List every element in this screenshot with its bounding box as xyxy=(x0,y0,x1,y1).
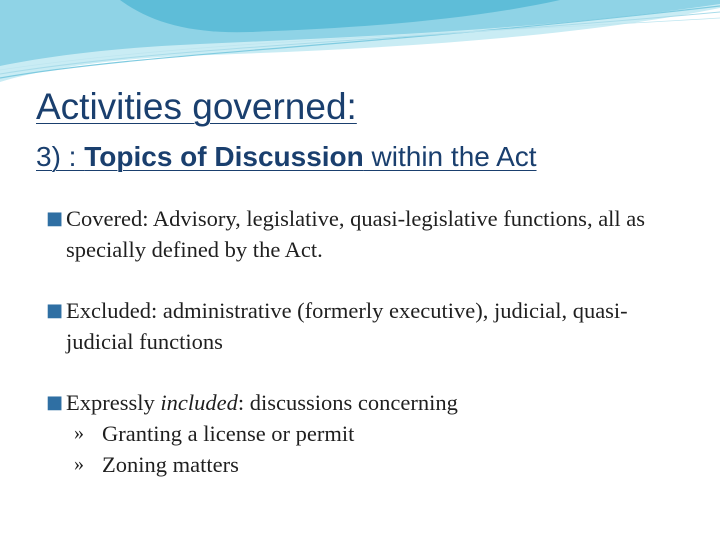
slide-title: Activities governed: xyxy=(36,86,357,127)
sub-item-text: Granting a license or permit xyxy=(102,421,355,446)
square-bullet-icon: ■ xyxy=(46,392,64,413)
slide-subtitle xyxy=(36,141,537,173)
square-bullet-icon: ■ xyxy=(46,208,64,229)
subtitle-bold-topic: Topics of Discussion xyxy=(84,141,364,172)
bullet-excluded-text: Excluded: administrative (formerly executive), judicial, quasi-judicial functions xyxy=(66,298,628,354)
bullet-expressly-included xyxy=(46,387,686,480)
bullet-covered-text: Covered: Advisory, legislative, quasi-legislative functions, all as specially defined by the Act. xyxy=(66,206,646,262)
subtitle-suffix: within the Act xyxy=(363,141,537,172)
square-bullet-icon: ■ xyxy=(46,300,64,321)
header-wave-decoration xyxy=(0,0,720,90)
double-chevron-icon: » xyxy=(74,422,84,444)
sub-item-license xyxy=(66,418,686,449)
sub-item-zoning xyxy=(66,449,686,480)
expressly-italic: included xyxy=(160,390,238,415)
sub-item-text: Zoning matters xyxy=(102,452,239,477)
slide-body xyxy=(46,203,686,510)
expressly-prefix: Expressly xyxy=(66,390,161,415)
expressly-suffix: : discussions concerning xyxy=(237,390,458,415)
bullet-covered xyxy=(46,203,686,265)
sub-list xyxy=(66,418,686,480)
bullet-excluded xyxy=(46,295,686,357)
subtitle-prefix: 3) : xyxy=(36,141,85,172)
double-chevron-icon: » xyxy=(74,453,84,475)
